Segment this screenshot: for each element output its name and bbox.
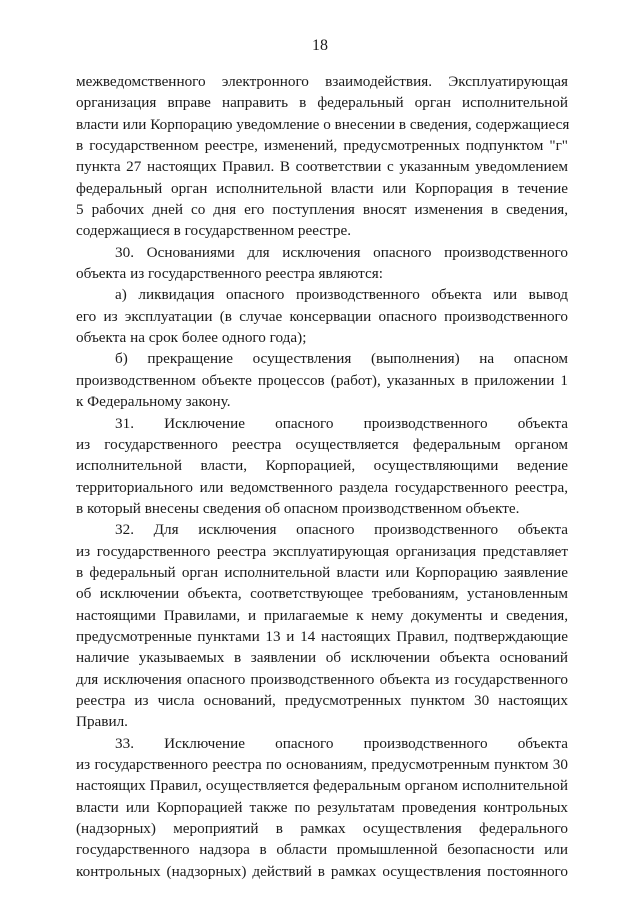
text-line: 31. Исключение опасного производственного объекта (115, 414, 568, 432)
text-line: в который внесены сведения об опасном производственном объекте. (76, 499, 520, 517)
text-line: настоящими Правилами, и прилагаемые к нему документы и сведения, (76, 606, 568, 624)
text-line: (надзорных) мероприятий в рамках осуществления федерального (76, 820, 568, 838)
text-line: б) прекращение осуществления (выполнения) на опасном (115, 350, 568, 368)
text-line: об исключении объекта, соответствующее требованиям, установленным (76, 585, 568, 603)
document-body (76, 71, 568, 882)
text-line: его из эксплуатации (в случае консервации опасного производственного (76, 307, 568, 325)
text-line: а) ликвидация опасного производственного объекта или вывод (115, 286, 568, 304)
text-line: настоящих Правил, осуществляется федеральным органом исполнительной (76, 777, 568, 795)
text-line: из государственного реестра осуществляется федеральным органом (76, 435, 568, 453)
text-line: из государственного реестра по основаниям, предусмотренным пунктом 30 (76, 756, 568, 773)
text-line: содержащиеся в государственном реестре. (76, 222, 352, 240)
text-line: Правил. (76, 713, 128, 731)
text-line: к Федеральному закону. (76, 393, 231, 411)
text-line: 5 рабочих дней со дня его поступления вносят изменения в сведения, (76, 201, 568, 219)
text-line: пункта 27 настоящих Правил. В соответствии с указанным уведомлением (76, 158, 568, 176)
text-line: для исключения опасного производственного объекта из государственного (76, 670, 568, 688)
text-line: 32. Для исключения опасного производственного объекта (115, 521, 568, 539)
text-line: исполнительной власти, Корпорацией, осуществляющими ведение (76, 457, 568, 475)
text-line: межведомственного электронного взаимодействия. Эксплуатирующая (76, 73, 568, 90)
page-number: 18 (312, 37, 328, 54)
text-line: федеральный орган исполнительной власти или Корпорация в течение (76, 179, 568, 197)
text-line: из государственного реестра эксплуатирующая организация представляет (76, 542, 568, 560)
text-line: реестра из числа оснований, предусмотренных пунктом 30 настоящих (76, 691, 568, 709)
text-line: государственного надзора в области промышленной безопасности или (76, 841, 568, 859)
text-line: территориального или ведомственного раздела государственного реестра, (76, 478, 568, 496)
text-line: в федеральный орган исполнительной власти или Корпорацию заявление (76, 563, 568, 581)
text-line: предусмотренные пунктами 13 и 14 настоящих Правил, подтверждающие (76, 627, 568, 645)
text-line: организация вправе направить в федеральный орган исполнительной (76, 94, 568, 112)
text-line: власти или Корпорацию уведомление о внесении в сведения, содержащиеся (76, 115, 570, 133)
text-line: объекта из государственного реестра являются: (76, 265, 383, 283)
text-line: производственном объекте процессов (работ), указанных в приложении 1 (76, 371, 568, 389)
text-line: контрольных (надзорных) действий в рамках осуществления постоянного (76, 862, 568, 880)
text-line: наличие указываемых в заявлении об исключении объекта оснований (76, 649, 568, 667)
text-line: в государственном реестре, изменений, предусмотренных подпунктом "г" (76, 137, 568, 155)
text-line: 33. Исключение опасного производственного объекта (115, 734, 568, 752)
text-line: 30. Основаниями для исключения опасного производственного (115, 243, 568, 261)
text-line: объекта на срок более одного года); (76, 329, 307, 347)
text-line: власти или Корпорацией также по результатам проведения контрольных (76, 798, 568, 816)
